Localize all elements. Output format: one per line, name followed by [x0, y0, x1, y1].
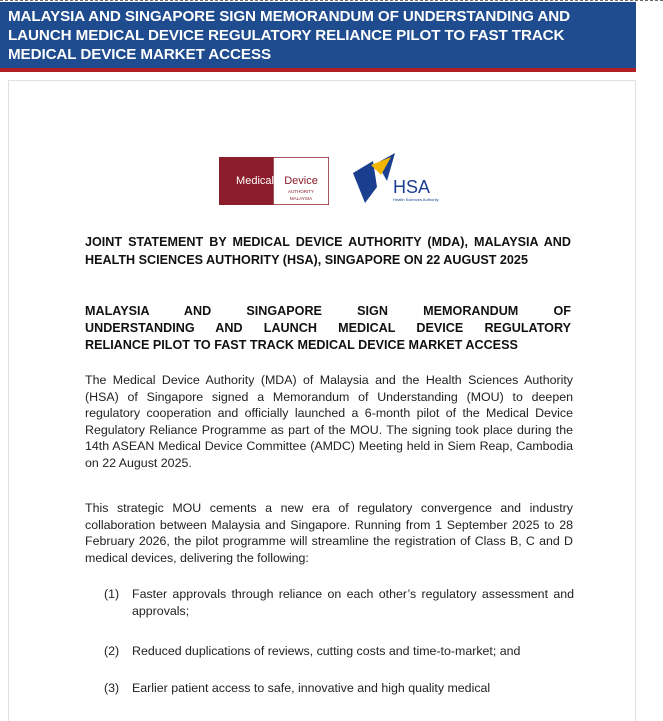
- list-item-number: (2): [104, 644, 120, 658]
- body-paragraph-2: This strategic MOU cements a new era of regulatory convergence and industry collaboration between Malaysia and Singapore. Running from 1 September 2025 to 28 February 2026, the pilot programme will streamline the registration of Class B, C and D medical devices, delivering the following:: [85, 501, 573, 565]
- list-item: [104, 643, 574, 660]
- press-release-title: [85, 303, 571, 354]
- hsa-logo: [347, 151, 457, 209]
- logos-row: [219, 151, 459, 211]
- body-paragraph-1: The Medical Device Authority (MDA) of Malaysia and the Health Sciences Authority (HSA) of Singapore signed a Memorandum of Understanding (MOU) to deepen regulatory cooperation and officially launched a 6-month pilot of the Medical Device Regulatory Reliance Programme as part of the MOU. The signing took place during the 14th ASEAN Medical Device Committee (AMDC) Meeting held in Siem Reap, Cambodia on 22 August 2025.: [85, 373, 573, 470]
- list-item: [104, 680, 574, 697]
- joint-statement-heading: JOINT STATEMENT BY MEDICAL DEVICE AUTHORITY (MDA), MALAYSIA AND HEALTH SCIENCES AUTHORITY (HSA), SINGAPORE ON 22 AUGUST 2025: [85, 235, 571, 267]
- document-page: [8, 80, 636, 721]
- mda-logo-bar: [219, 157, 237, 205]
- title-line-2: UNDERSTANDING AND LAUNCH MEDICAL DEVICE REGULATORY: [85, 321, 571, 335]
- list-item-text: Earlier patient access to safe, innovative and high quality medical: [132, 681, 491, 695]
- mda-logo-line2: AUTHORITY: [287, 189, 315, 194]
- list-item-number: (1): [104, 587, 120, 601]
- article-title: MALAYSIA AND SINGAPORE SIGN MEMORANDUM OF UNDERSTANDING AND LAUNCH MEDICAL DEVICE REGULATORY RELIANCE PILOT TO FAST TRACK MEDICAL DEVICE MARKET ACCESS: [8, 8, 570, 63]
- list-item: [104, 586, 574, 619]
- mda-logo-word2: Device: [284, 175, 318, 187]
- mda-logo: [219, 157, 329, 205]
- list-item-number: (3): [104, 681, 120, 695]
- hsa-logo-sub: Health Sciences Authority: [393, 197, 439, 202]
- hsa-logo-name: HSA: [393, 177, 431, 197]
- mda-logo-line3: MALAYSIA: [289, 196, 313, 201]
- title-line-3: RELIANCE PILOT TO FAST TRACK MEDICAL DEVICE MARKET ACCESS: [85, 338, 518, 352]
- list-item-text: Faster approvals through reliance on each other’s regulatory assessment and approvals;: [132, 587, 574, 618]
- title-line-1: MALAYSIA AND SINGAPORE SIGN MEMORANDUM OF: [85, 304, 571, 318]
- mda-logo-word1: Medical: [236, 175, 274, 187]
- article-header-banner: [0, 2, 636, 72]
- list-item-text: Reduced duplications of reviews, cutting costs and time-to-market; and: [132, 644, 521, 658]
- top-divider: [0, 0, 663, 1]
